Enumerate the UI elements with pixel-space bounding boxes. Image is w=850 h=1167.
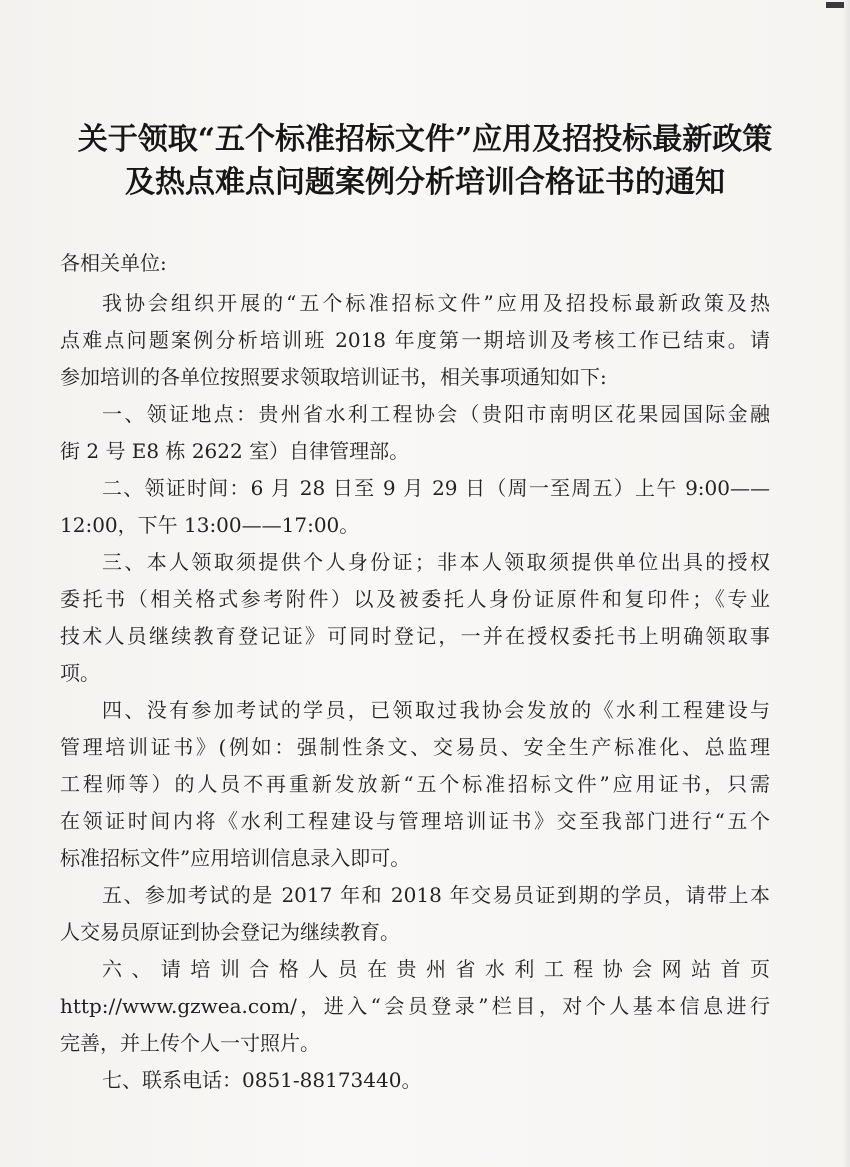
body-line-16: 标准招标文件”应用培训信息录入即可。 bbox=[60, 846, 411, 870]
body-line-11: 项。 bbox=[60, 661, 100, 685]
body-line-7: 12:00，下午 13:00——17:00。 bbox=[60, 513, 360, 537]
body-line-2: 点难点问题案例分析培训班 2018 年度第一期培训及考核工作已结束。请 bbox=[60, 328, 770, 352]
body-line-15: 在领证时间内将《水利工程建设与管理培训证书》交至我部门进行“五个 bbox=[60, 809, 770, 833]
body-line-4: 一、领证地点：贵州省水利工程协会（贵阳市南明区花果园国际金融 bbox=[102, 402, 770, 426]
body-line-1: 我协会组织开展的“五个标准招标文件”应用及招投标最新政策及热 bbox=[102, 291, 770, 315]
body-line-9: 委托书（相关格式参考附件）以及被委托人身份证原件和复印件；《专业 bbox=[60, 587, 770, 611]
notice-title-line-1: 关于领取“五个标准招标文件”应用及招投标最新政策 bbox=[77, 122, 773, 157]
body-line-6: 二、领证时间：6 月 28 日至 9 月 29 日（周一至周五）上午 9:00—— bbox=[102, 476, 770, 500]
body-line-10: 技术人员继续教育登记证》可同时登记，一并在授权委托书上明确领取事 bbox=[60, 624, 770, 648]
body-line-3: 参加培训的各单位按照要求领取培训证书，相关事项通知如下: bbox=[60, 365, 607, 389]
scan-corner-mark bbox=[826, 2, 844, 8]
notice-title-line-2: 及热点难点问题案例分析培训合格证书的通知 bbox=[125, 165, 725, 200]
body-line-17: 五、参加考试的是 2017 年和 2018 年交易员证到期的学员，请带上本 bbox=[102, 883, 770, 907]
scan-shadow-edge bbox=[842, 0, 850, 1167]
body-line-5: 街 2 号 E8 栋 2622 室）自律管理部。 bbox=[60, 439, 410, 463]
body-line-20: http://www.gzwea.com/，进入“会员登录”栏目，对个人基本信息进行 bbox=[60, 994, 770, 1018]
body-line-13: 管理培训证书》(例如：强制性条文、交易员、安全生产标准化、总监理 bbox=[60, 735, 770, 759]
body-line-8: 三、本人领取须提供个人身份证；非本人领取须提供单位出具的授权 bbox=[102, 550, 770, 574]
body-line-14: 工程师等）的人员不再重新发放新“五个标准招标文件”应用证书，只需 bbox=[60, 772, 770, 796]
body-line-18: 人交易员原证到协会登记为继续教育。 bbox=[60, 920, 400, 944]
body-line-19: 六、请培训合格人员在贵州省水利工程协会网站首页 bbox=[102, 957, 770, 981]
body-line-12: 四、没有参加考试的学员，已领取过我协会发放的《水利工程建设与 bbox=[102, 698, 770, 722]
body-line-21: 完善，并上传个人一寸照片。 bbox=[60, 1031, 320, 1055]
salutation: 各相关单位: bbox=[60, 251, 167, 275]
body-line-22-contact: 七、联系电话：0851-88173440。 bbox=[102, 1068, 422, 1092]
